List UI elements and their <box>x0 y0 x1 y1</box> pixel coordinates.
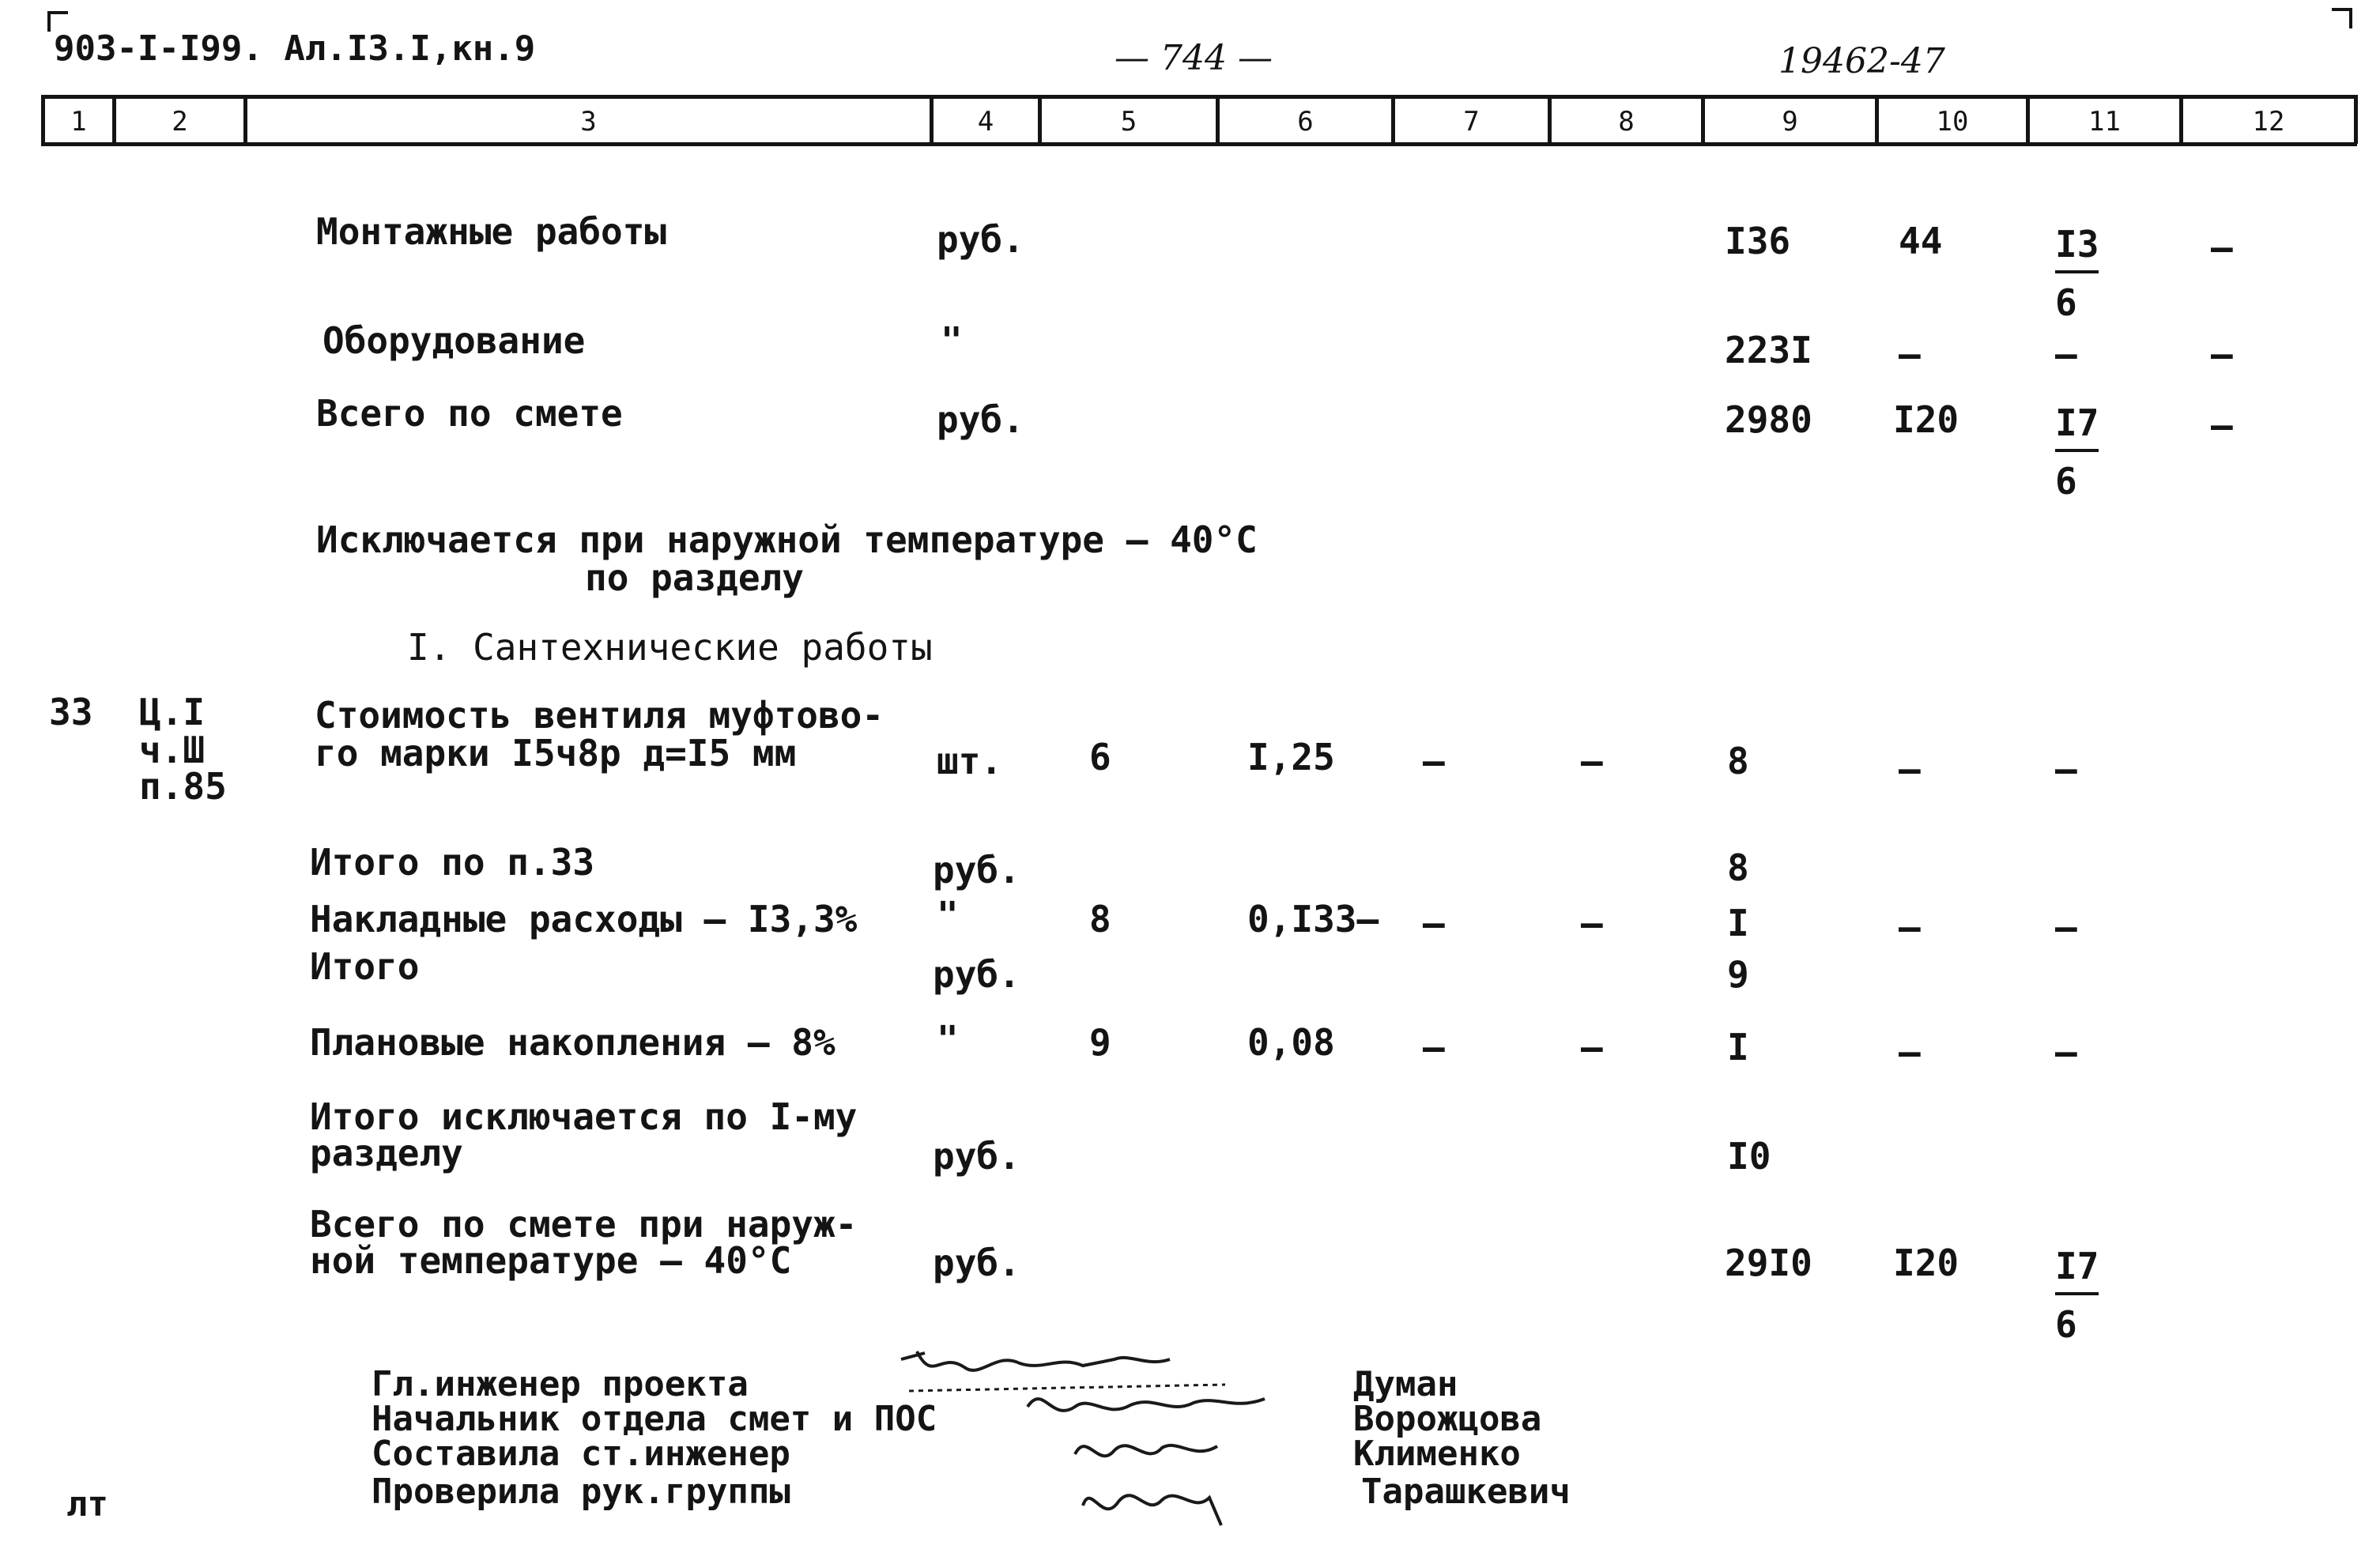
header-bottom-rule <box>41 142 2357 146</box>
row-name: Всего по смете при наруж- <box>310 1203 858 1246</box>
column-number: 7 <box>1463 106 1480 138</box>
row-unit: руб. <box>937 218 1024 261</box>
column-number: 11 <box>2088 106 2121 138</box>
col9-value: I <box>1727 902 1749 944</box>
col12-value: – <box>2211 404 2233 447</box>
item-name: го марки I5ч8р д=I5 мм <box>315 732 797 774</box>
row-name: Оборудование <box>322 319 586 362</box>
item-unit-price: I,25 <box>1247 736 1335 778</box>
row-unit: " <box>937 894 959 937</box>
row-unit: " <box>937 1018 959 1061</box>
column-number: 10 <box>1936 106 1969 138</box>
col9-value: 29I0 <box>1725 1242 1812 1284</box>
col11-value: – <box>2055 748 2077 790</box>
col7-value: – <box>1423 902 1445 944</box>
fraction-denominator: 6 <box>2055 460 2077 503</box>
column-number: 12 <box>2252 106 2285 138</box>
fraction-denominator: 6 <box>2055 281 2077 324</box>
column-number: 6 <box>1297 106 1314 138</box>
handwritten-signature <box>1075 1470 1233 1541</box>
col10-value: – <box>1899 906 1921 948</box>
item-name: Стоимость вентиля муфтово- <box>315 694 884 737</box>
row-unit: руб. <box>933 953 1020 996</box>
header-top-rule <box>41 95 2357 99</box>
col7-value: – <box>1423 1026 1445 1068</box>
col8-value: – <box>1581 902 1603 944</box>
column-number: 8 <box>1618 106 1635 138</box>
row-unit: " <box>941 319 963 362</box>
col9-value: 2980 <box>1725 398 1812 441</box>
col8-value: – <box>1581 1026 1603 1068</box>
row-name: ной температуре – 40°С <box>310 1239 792 1282</box>
col5-value: 9 <box>1089 1021 1111 1064</box>
signature-role: Проверила рук.группы <box>372 1472 790 1512</box>
col9-value: 8 <box>1727 740 1749 782</box>
excluded-heading-subline: по разделу <box>585 556 804 599</box>
col10-value: – <box>1899 1031 1921 1073</box>
row-unit: руб. <box>933 1242 1020 1284</box>
col12-value: – <box>2211 333 2233 375</box>
col9-value: I <box>1727 1026 1749 1068</box>
col10-value: I20 <box>1893 398 1959 441</box>
column-number: 9 <box>1782 106 1798 138</box>
row-name: Всего по смете <box>316 392 623 435</box>
col6-value: 0,08 <box>1247 1021 1335 1064</box>
fraction-numerator: I3 <box>2055 223 2099 273</box>
fraction-numerator: I7 <box>2055 1245 2099 1295</box>
col11-value: – <box>2055 1031 2077 1073</box>
row-unit: руб. <box>937 398 1024 441</box>
row-name: Итого исключается по I-му <box>310 1095 858 1138</box>
signature-role: Начальник отдела смет и ПОС <box>372 1399 937 1439</box>
row-name: Монтажные работы <box>316 210 667 253</box>
corner-mark-right <box>2332 8 2352 28</box>
row-name: разделу <box>310 1132 463 1174</box>
row-name: Итого по п.33 <box>310 841 595 884</box>
col10-value: 44 <box>1899 220 1943 262</box>
archive-number: 19462-47 <box>1778 41 1945 81</box>
col11-fraction <box>2055 1245 2110 1346</box>
col9-value: I36 <box>1725 220 1791 262</box>
row-unit: руб. <box>933 1135 1020 1178</box>
fraction-numerator: I7 <box>2055 401 2099 452</box>
col9-value: 9 <box>1727 953 1749 996</box>
row-unit: руб. <box>933 849 1020 891</box>
item-quantity: 6 <box>1089 736 1111 778</box>
col8-value: – <box>1581 740 1603 782</box>
signature-role: Гл.инженер проекта <box>372 1364 749 1404</box>
item-reference: Ц.I <box>139 691 206 733</box>
fraction-denominator: 6 <box>2055 1303 2077 1346</box>
col6-value: 0,I33– <box>1247 898 1379 940</box>
col9-value: 223I <box>1725 329 1812 371</box>
col11-fraction <box>2055 401 2110 503</box>
column-divider <box>2354 95 2358 144</box>
footer-mark: лт <box>66 1484 108 1525</box>
column-number: 5 <box>1120 106 1137 138</box>
column-number: 1 <box>70 106 87 138</box>
item-reference: п.85 <box>139 765 227 808</box>
row-name: Итого <box>310 945 420 988</box>
section-title: I. Сантехнические работы <box>407 626 933 669</box>
column-number: 2 <box>172 106 188 138</box>
item-reference: ч.Ш <box>139 729 206 771</box>
col9-value: I0 <box>1727 1135 1771 1178</box>
col11-fraction <box>2055 223 2110 324</box>
signature-name: Клименко <box>1353 1434 1521 1474</box>
signature-role: Составила ст.инженер <box>372 1434 790 1474</box>
col5-value: 8 <box>1089 898 1111 940</box>
excluded-heading: Исключается при наружной температуре – 40°С <box>316 518 1258 561</box>
signature-name: Тарашкевич <box>1361 1472 1571 1512</box>
item-number: 33 <box>49 691 93 733</box>
column-number: 4 <box>977 106 994 138</box>
page-number: — 744 — <box>1115 38 1273 78</box>
col11-value: – <box>2055 333 2077 375</box>
col11-value: – <box>2055 906 2077 948</box>
col7-value: – <box>1423 740 1445 782</box>
signature-name: Думан <box>1353 1364 1458 1404</box>
signature-name: Ворожцова <box>1353 1399 1542 1439</box>
col9-value: 8 <box>1727 846 1749 889</box>
item-unit: шт. <box>937 740 1003 782</box>
row-name: Накладные расходы – I3,3% <box>310 898 858 940</box>
col10-value: – <box>1899 333 1921 375</box>
row-name: Плановые накопления – 8% <box>310 1021 835 1064</box>
col10-value: – <box>1899 748 1921 790</box>
document-reference: 903-I-I99. Ал.I3.I,кн.9 <box>54 28 536 69</box>
column-number: 3 <box>580 106 597 138</box>
col12-value: – <box>2211 226 2233 269</box>
col10-value: I20 <box>1893 1242 1959 1284</box>
